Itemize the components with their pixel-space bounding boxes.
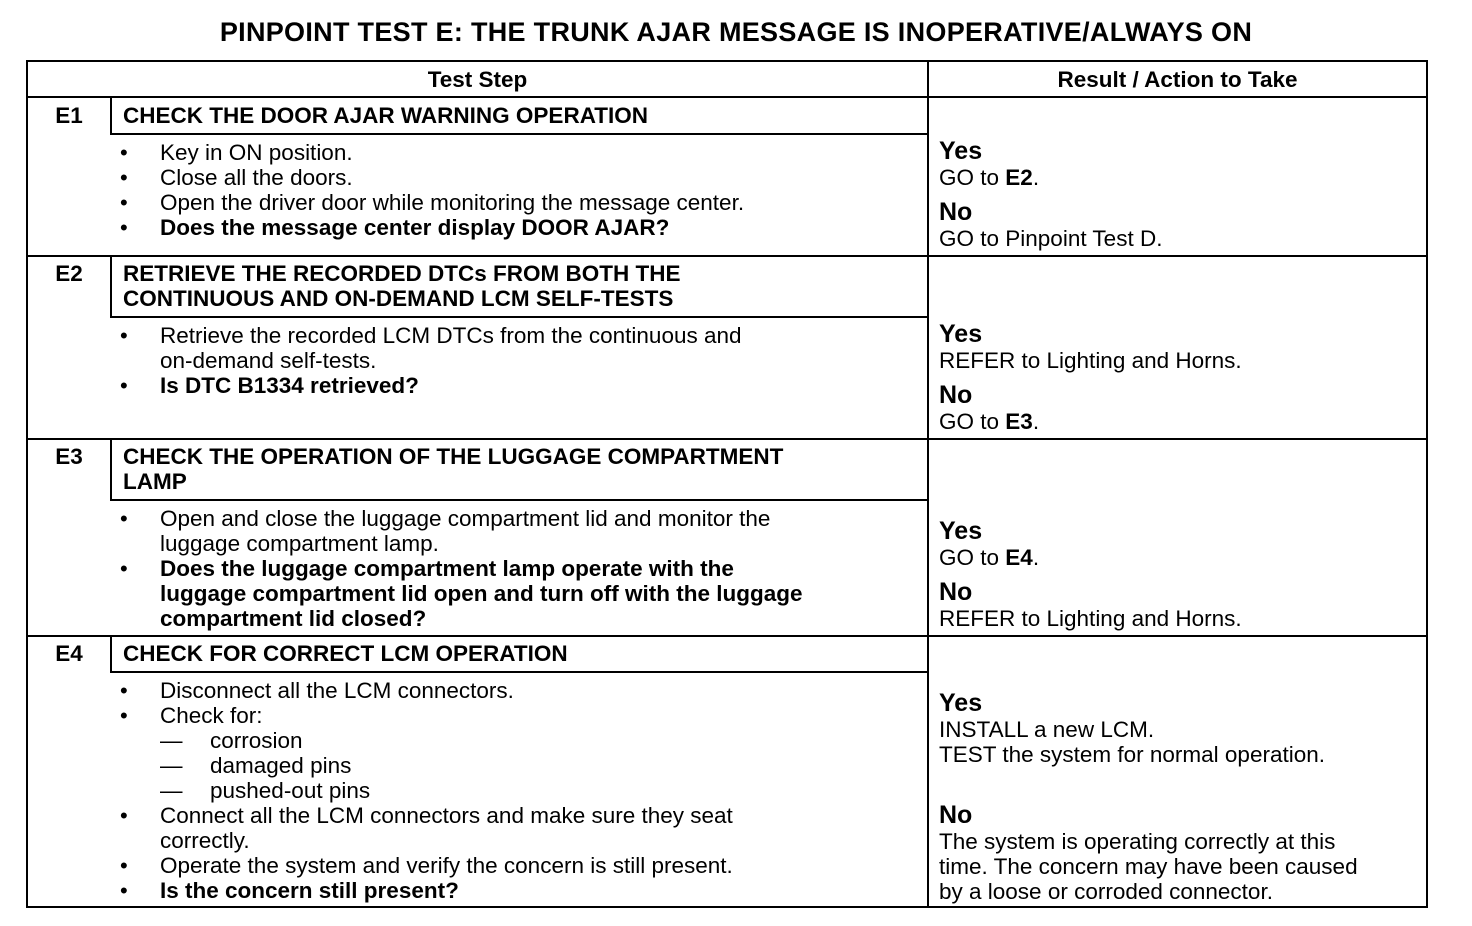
e3-heading-rule [110,499,929,501]
bullet-text-cont: on-demand self-tests. [160,348,377,373]
header-result: Result / Action to Take [1057,67,1298,92]
yes-label: Yes [939,689,983,717]
bullet-mark: • [120,190,128,215]
step-heading-e3: CHECK THE OPERATION OF THE LUGGAGE COMPARTMENT [123,444,784,469]
bullet-question: Does the message center display DOOR AJAR? [160,215,670,240]
bullet-mark: • [120,140,128,165]
bullet-text-cont: correctly. [160,828,250,853]
column-divider [927,62,929,906]
no-label: No [939,801,973,829]
yes-action: INSTALL a new LCM. [939,717,1155,742]
bullet-mark: • [120,678,128,703]
id-divider-e4 [110,635,112,672]
step-id-e4: E4 [55,641,83,666]
pinpoint-test-table [26,60,1428,908]
bullet-question: Does the luggage compartment lamp operate with the [160,556,734,581]
yes-label: Yes [939,517,983,545]
id-divider-e1 [110,97,112,134]
e2-heading-rule [110,316,929,318]
bullet-mark: • [120,878,128,903]
yes-label: Yes [939,320,983,348]
e1-heading-rule [110,133,929,135]
bullet-text-cont: luggage compartment lamp. [160,531,439,556]
sub-bullet-text: corrosion [210,728,303,753]
bullet-question: Is DTC B1334 retrieved? [160,373,419,398]
id-divider-e2 [110,255,112,317]
bullet-mark: • [120,323,128,348]
e1-end-rule [28,255,1426,257]
bullet-text: Retrieve the recorded LCM DTCs from the continuous and [160,323,742,348]
no-label: No [939,578,973,606]
bullet-mark: • [120,215,128,240]
bullet-text: Open the driver door while monitoring the message center. [160,190,745,215]
step-heading-e1: CHECK THE DOOR AJAR WARNING OPERATION [123,103,649,128]
dash-mark: — [160,753,183,778]
step-heading-e3-line2: LAMP [123,469,187,494]
yes-action: GO to E2. [939,165,1040,190]
bullet-text: Check for: [160,703,263,728]
bullet-mark: • [120,556,128,581]
step-id-e2: E2 [55,261,83,286]
step-heading-e2-line2: CONTINUOUS AND ON-DEMAND LCM SELF-TESTS [123,286,674,311]
bullet-mark: • [120,165,128,190]
dash-mark: — [160,728,183,753]
header-test-step: Test Step [427,67,528,92]
no-action: GO to E3. [939,409,1040,434]
sub-bullet-text: pushed-out pins [210,778,371,803]
bullet-mark: • [120,506,128,531]
id-divider-e3 [110,438,112,500]
yes-action: REFER to Lighting and Horns. [939,348,1242,373]
e4-heading-rule [110,671,929,673]
bullet-mark: • [120,703,128,728]
yes-action: GO to E4. [939,545,1040,570]
bullet-mark: • [120,373,128,398]
bullet-mark: • [120,853,128,878]
dash-mark: — [160,778,183,803]
step-heading-e4: CHECK FOR CORRECT LCM OPERATION [123,641,568,666]
no-label: No [939,381,973,409]
sub-bullet-text: damaged pins [210,753,352,778]
page-title: PINPOINT TEST E: THE TRUNK AJAR MESSAGE IS INOPERATIVE/ALWAYS ON [219,17,1253,47]
yes-label: Yes [939,137,983,165]
no-action: The system is operating correctly at this [939,829,1336,854]
step-id-e1: E1 [55,103,83,128]
e3-end-rule [28,635,1426,637]
no-action: by a loose or corroded connector. [939,879,1273,904]
bullet-text: Connect all the LCM connectors and make sure they seat [160,803,733,828]
bullet-text: Disconnect all the LCM connectors. [160,678,514,703]
no-action: REFER to Lighting and Horns. [939,606,1242,631]
no-action: time. The concern may have been caused [939,854,1358,879]
bullet-question: Is the concern still present? [160,878,459,903]
step-id-e3: E3 [55,444,83,469]
bullet-text: Operate the system and verify the concern is still present. [160,853,733,878]
header-rule [28,96,1426,98]
no-action: GO to Pinpoint Test D. [939,226,1163,251]
yes-action: TEST the system for normal operation. [939,742,1325,767]
e2-end-rule [28,438,1426,440]
bullet-text: Key in ON position. [160,140,353,165]
bullet-text: Close all the doors. [160,165,353,190]
bullet-question-cont: luggage compartment lid open and turn off with the luggage [160,581,803,606]
no-label: No [939,198,973,226]
bullet-question-cont: compartment lid closed? [160,606,427,631]
step-heading-e2: RETRIEVE THE RECORDED DTCs FROM BOTH THE [123,261,681,286]
bullet-text: Open and close the luggage compartment lid and monitor the [160,506,771,531]
bullet-mark: • [120,803,128,828]
